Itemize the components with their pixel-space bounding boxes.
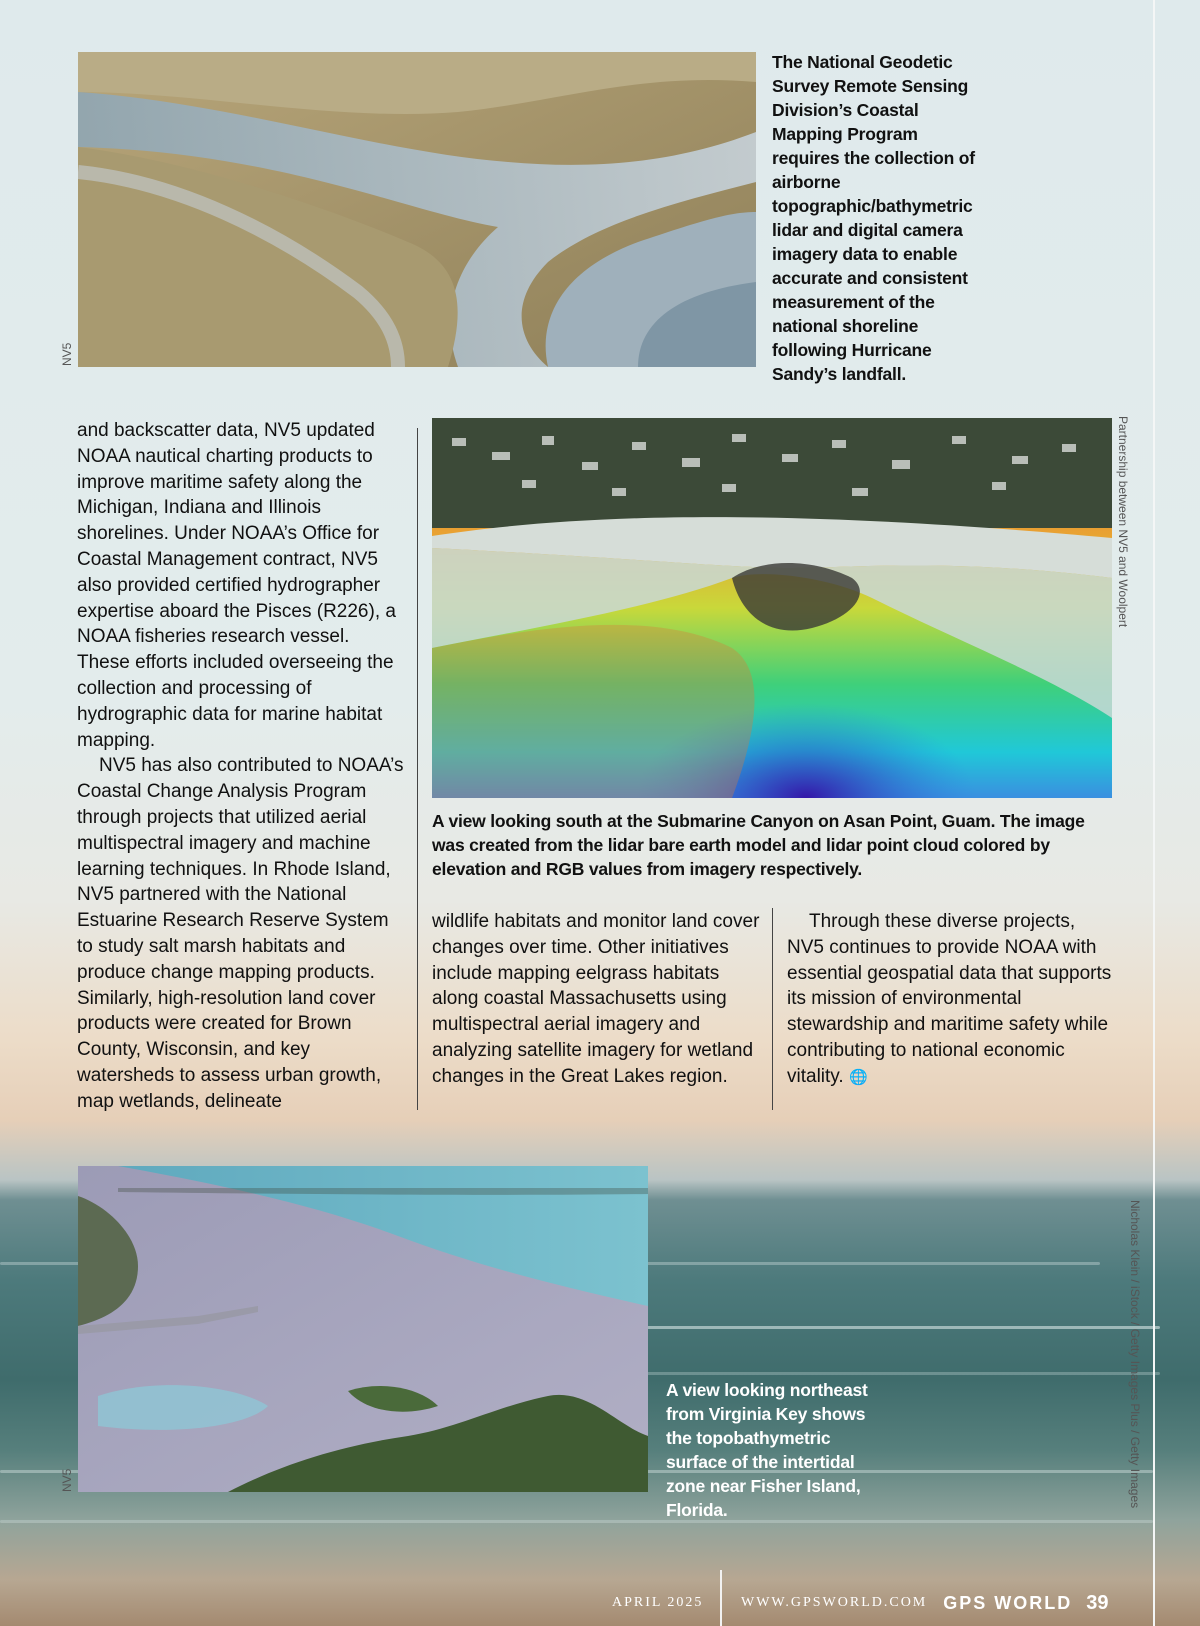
article-column-1	[77, 418, 407, 1115]
magazine-name: GPS WORLD	[943, 1592, 1073, 1613]
article-paragraph: and backscatter data, NV5 updated NOAA nautical charting products to improve maritime safety along the Michigan, Indiana and Illinois shorelines. Under NOAA’s Office for Coastal Management contract, NV5 also provided certified hydrographer expertise aboard the Pisces (R226), a NOAA fisheries research vessel. These efforts included overseeing the collection and processing of hydrographic data for marine habitat mapping.	[77, 420, 396, 751]
top-sandbar-photo	[78, 52, 756, 367]
intertidal-illustration	[78, 1166, 648, 1492]
background-photo-credit: Nicholas Klein / iStock / Getty Images Plus / Getty Images	[1128, 1200, 1142, 1509]
bottom-photo-credit: NV5	[60, 1468, 74, 1492]
canyon-illustration	[432, 418, 1112, 798]
footer-divider	[720, 1570, 722, 1626]
submarine-canyon-photo	[432, 418, 1112, 798]
bottom-virginia-key-photo	[78, 1166, 648, 1492]
sandbar-illustration	[78, 52, 756, 367]
page-footer	[612, 1588, 703, 1618]
bottom-photo-caption: A view looking northeast from Virginia Key shows the topobathymetric surface of the intertidal zone near Fisher Island, Florida.	[666, 1380, 868, 1520]
issue-date: APRIL 2025	[612, 1595, 704, 1610]
article-paragraph: NV5 has also contributed to NOAA’s Coastal Change Analysis Program through projects that utilized aerial multispectral imagery and machine learning techniques. In Rhode Island, NV5 partnered with the National Estuarine Research Reserve System to study salt marsh habitats and produce change mapping products. Similarly, high-resolution land cover products were created for Brown County, Wisconsin, and key watersheds to assess urban growth, map wetlands, delineate	[77, 755, 404, 1112]
page-edge-rule	[1153, 0, 1155, 1626]
website-url: WWW.GPSWORLD.COM	[741, 1595, 928, 1610]
column-divider	[772, 908, 773, 1110]
page-footer-right	[741, 1588, 1109, 1618]
top-photo-caption: The National Geodetic Survey Remote Sensing Division’s Coastal Mapping Program requires the collection of airborne topographic/bathymetric lidar and digital camera imagery data to enable accurate and consistent measurement of the national shoreline following Hurricane Sandy’s landfall.	[772, 52, 975, 384]
globe-end-mark-icon: 🌐	[848, 1068, 868, 1086]
article-column-3	[787, 909, 1117, 1091]
article-closing-text: Through these diverse projects, NV5 continues to provide NOAA with essential geospatial data that supports its mission of environmental stewardship and maritime safety while contributing to national economic vitality.	[787, 911, 1112, 1087]
article-paragraph: wildlife habitats and monitor land cover changes over time. Other initiatives include mapping eelgrass habitats along coastal Massachusetts using multispectral aerial imagery and analyzing satellite imagery for wetland changes in the Great Lakes region.	[432, 911, 760, 1087]
canyon-photo-caption: A view looking south at the Submarine Canyon on Asan Point, Guam. The image was created from the lidar bare earth model and lidar point cloud colored by elevation and RGB values from imagery respectively.	[432, 811, 1085, 879]
top-photo-credit: NV5	[60, 342, 74, 366]
article-paragraph	[787, 909, 1117, 1091]
column-divider	[417, 428, 418, 1110]
page-number: 39	[1086, 1591, 1109, 1614]
canyon-photo-credit: Partnership between NV5 and Woolpert	[1116, 416, 1130, 628]
article-column-2	[432, 909, 762, 1090]
